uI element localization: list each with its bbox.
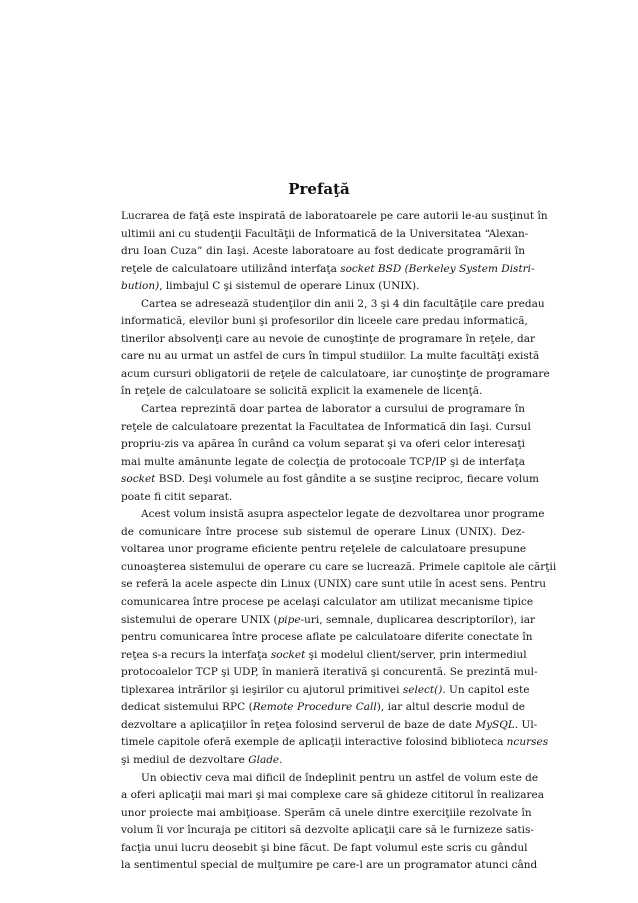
text-line: de comunicare între procese sub sistemul de operare Linux (UNIX). Dez- — [121, 525, 525, 538]
text-line: protocoalelor TCP şi UDP, în manieră iterativă şi concurentă. Se prezintă mul- — [121, 666, 538, 679]
page-title: Prefaţă — [288, 180, 350, 198]
text-line: Cartea se adresează studenţilor din anii 2, 3 şi 4 din facultăţile care predau — [141, 297, 545, 310]
text-line: poate fi citit separat. — [121, 490, 233, 503]
text-line: propriu-zis va apărea în curând ca volum separat şi va oferi celor interesaţi — [121, 438, 525, 451]
paragraph — [121, 401, 539, 506]
text-line: Acest volum insistă asupra aspectelor legate de dezvoltarea unor programe — [141, 508, 545, 521]
text-line: şi mediul de dezvoltare Glade. — [121, 753, 283, 766]
text-line: informatică, elevilor buni şi profesorilor din liceele care predau informatică, — [121, 315, 528, 328]
text-line: se referă la acele aspecte din Linux (UNIX) care sunt utile în acest sens. Pentru — [121, 578, 547, 591]
text-line: cunoaşterea sistemului de operare cu care se lucrează. Primele capitole ale cărţii — [121, 560, 557, 573]
text-line: comunicarea între procese pe acelaşi calculator am utilizat mecanisme tipice — [121, 596, 534, 609]
text-line: Un obiectiv ceva mai dificil de îndeplinit pentru un astfel de volum este de — [141, 771, 539, 784]
text-line: socket BSD. Deşi volumele au fost gândite a se susţine reciproc, fiecare volum — [121, 473, 539, 486]
text-line: facţia unui lucru deosebit şi bine făcut. De fapt volumul este scris cu gândul — [121, 841, 528, 854]
text-line: mai multe amănunte legate de colecţia de protocoale TCP/IP şi de interfaţa — [121, 455, 525, 468]
text-line: tinerilor absolvenţi care au nevoie de cunoştinţe de programare în reţele, dar — [121, 332, 536, 345]
paragraph — [121, 208, 548, 296]
text-line: dezvoltare a aplicaţiilor în reţea folosind serverul de baze de date MySQL. Ul- — [121, 718, 538, 731]
text-line: tiplexarea intrărilor şi ieşirilor cu ajutorul primitivei select(). Un capitol este — [121, 683, 530, 696]
text-line: reţea s-a recurs la interfaţa socket şi modelul client/server, prin intermediul — [121, 648, 527, 661]
text-line: dru Ioan Cuza” din Iaşi. Aceste laboratoare au fost dedicate programării în — [121, 245, 525, 258]
text-line: unor proiecte mai ambiţioase. Sperăm că unele dintre exerciţiile rezolvate în — [121, 806, 532, 819]
text-line: pentru comunicarea între procese aflate pe calculatoare diferite conectate în — [121, 631, 533, 644]
text-line: a oferi aplicaţii mai mari şi mai complexe care să ghideze cititorul în realizarea — [121, 789, 544, 802]
text-line: dedicat sistemului RPC (Remote Procedure Call), iar altul descrie modul de — [121, 701, 525, 714]
text-line: timele capitole oferă exemple de aplicaţii interactive folosind biblioteca ncurses — [121, 736, 549, 749]
text-line: care nu au urmat un astfel de curs în timpul studiilor. La multe facultăţi există — [121, 350, 540, 363]
text-line: acum cursuri obligatorii de reţele de calculatoare, iar cunoştinţe de programare — [121, 367, 550, 380]
text-line: voltarea unor programe eficiente pentru reţelele de calculatoare presupune — [121, 543, 527, 556]
paragraph — [121, 506, 557, 769]
paragraph — [121, 296, 550, 401]
text-line: Cartea reprezintă doar partea de laborator a cursului de programare în — [141, 403, 525, 416]
paragraph — [121, 770, 544, 875]
preface-body — [121, 208, 557, 875]
text-line: bution), limbajul C şi sistemul de operare Linux (UNIX). — [121, 280, 420, 293]
text-line: Lucrarea de faţă este inspirată de laboratoarele pe care autorii le-au susţinut în — [121, 210, 548, 222]
text-line: sistemului de operare UNIX (pipe-uri, semnale, duplicarea descriptorilor), iar — [121, 613, 536, 626]
text-line: reţele de calculatoare prezentat la Facultatea de Informatică din Iaşi. Cursul — [121, 420, 531, 433]
text-line: volum îi vor încuraja pe cititori să dezvolte aplicaţii care să le furnizeze satis- — [121, 824, 534, 837]
text-line: la sentimentul special de mulţumire pe care-l are un programator atunci când — [121, 859, 538, 872]
text-line: ultimii ani cu studenţii Facultăţii de Informatică de la Universitatea “Alexan- — [121, 227, 529, 240]
text-line: în reţele de calculatoare se solicită explicit la examenele de licenţă. — [121, 385, 483, 398]
text-line: reţele de calculatoare utilizând interfaţa socket BSD (Berkeley System Distri- — [121, 262, 535, 275]
